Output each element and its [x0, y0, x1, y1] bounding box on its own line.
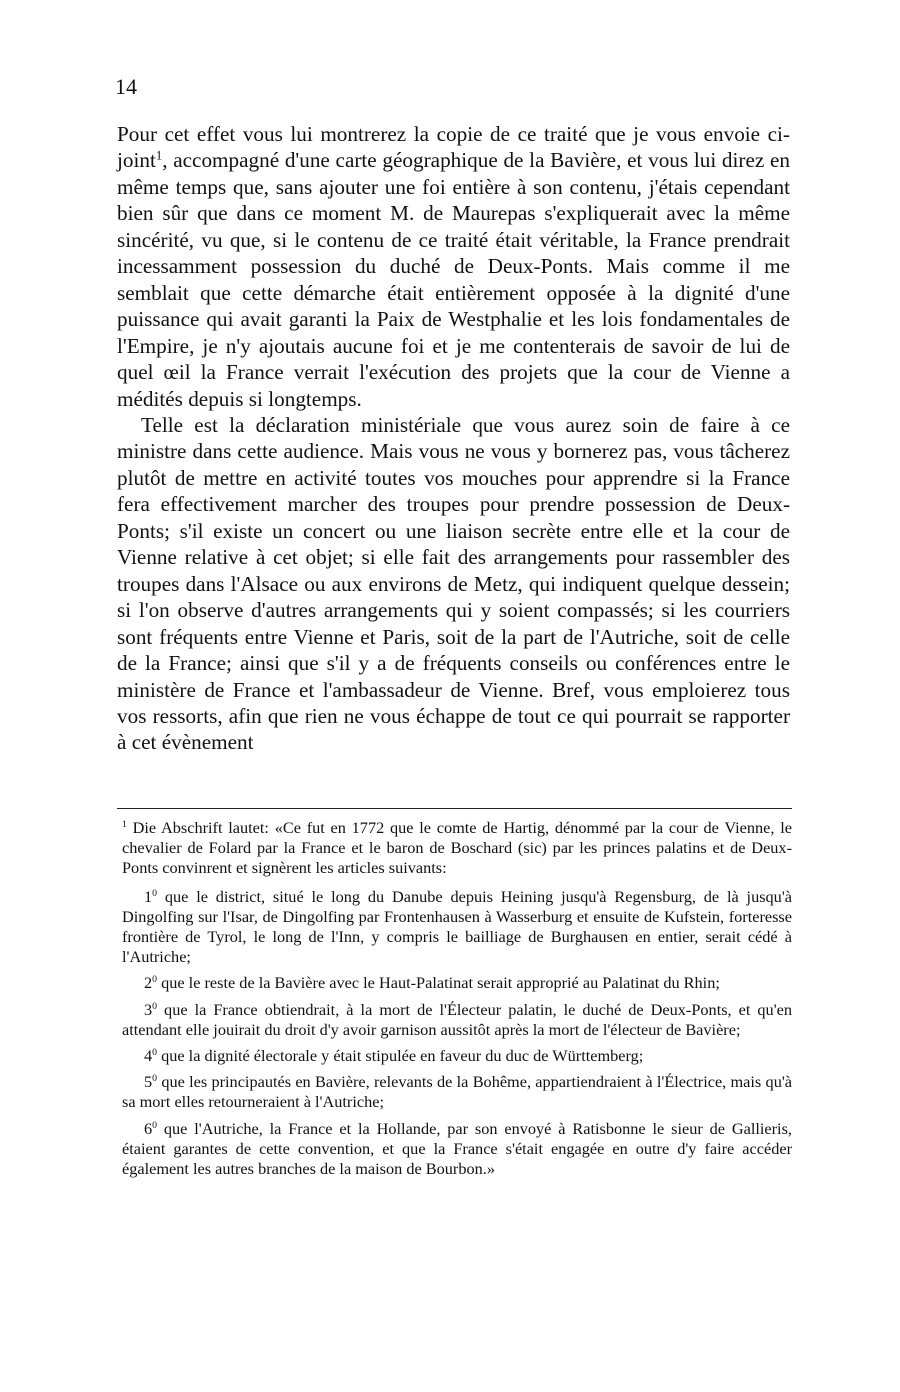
item-text: que les principautés en Bavière, relevants de la Bohême, appartiendraient à l'Électrice, mais qu'à sa mort elles retourneraient à l'Autriche; — [122, 1072, 792, 1112]
main-text — [117, 121, 790, 756]
item-number: 6 — [144, 1118, 153, 1138]
item-text: que le reste de la Bavière avec le Haut-Palatinat serait approprié au Palatinat du Rhin; — [157, 973, 720, 993]
item-degree: 0 — [152, 887, 158, 899]
item-number: 1 — [144, 886, 153, 906]
item-degree: 0 — [152, 974, 158, 986]
footnote-mark: 1 — [122, 819, 127, 831]
item-number: 3 — [144, 999, 153, 1019]
paragraph-1-part-b: , accompagné d'une carte géographique de la Bavière, et vous lui direz en même temps que, sans ajouter une foi entière à son contenu, j'étais cependant bien sûr que dans ce moment M. de Maurepas s'expliquerait avec la même sincérité, vu que, si le contenu de ce traité était véritable, la France prendrait incessamment possession du duché de Deux-Ponts. Mais comme il me semblait que cette démarche était entièrement opposée à la dignité d'une puissance qui avait garanti la Paix de Westphalie et les lois fondamentales de l'Empire, je n'y ajoutais aucune foi et je me contenterais de savoir de lui de quel œil la France verrait l'exécution des projets que la cour de Vienne a médités depuis si longtemps. — [117, 148, 790, 411]
footnote-intro: Die Abschrift lautet: «Ce fut en 1772 que le comte de Hartig, dénommé par la cour de Vienne, le chevalier de Folard par la France et le baron de Boschard (sic) par les princes palatins et de Deux-Ponts convinrent et signèrent les articles suivants: — [122, 818, 792, 878]
footnote-divider — [117, 808, 792, 809]
footnote-item-6 — [122, 1119, 792, 1180]
page-number: 14 — [115, 74, 137, 99]
item-text: que la dignité électorale y était stipulée en faveur du duc de Württemberg; — [157, 1046, 644, 1066]
paragraph-1-part-a: Pour cet effet vous lui montrerez la copie de ce traité que je vous envoie ci-joint — [117, 122, 790, 173]
footnotes — [122, 818, 792, 1185]
item-text: que le district, situé le long du Danube depuis Heining jusqu'à Regensburg, de là jusqu'à Dingolfing sur l'Isar, de Dingolfing par Frontenhausen à Wasserburg et ensuite de Kufstein, forteresse frontière de Tyrol, le long de l'Inn, y compris le bailliage de Burghausen en entier, serait cédé à l'Autriche; — [122, 886, 792, 967]
item-text: que l'Autriche, la France et la Hollande, par son envoyé à Ratisbonne le sieur de Gallieris, étaient garantes de cette convention, et que la France s'était engagée en outre d'y faire accéder également les autres branches de la maison de Bourbon.» — [122, 1118, 792, 1179]
footnote-item-4 — [122, 1046, 792, 1066]
paragraph-2: Telle est la déclaration ministériale que vous aurez soin de faire à ce ministre dans cette audience. Mais vous ne vous y bornerez pas, vous tâcherez plutôt de mettre en activité toutes vos mouches pour apprendre si la France fera effectivement marcher des troupes pour prendre possession de Deux-Ponts; s'il existe un concert ou une liaison secrète entre elle et la cour de Vienne relative à cet objet; si elle fait des arrangements pour rassembler des troupes dans l'Alsace ou aux environs de Metz, qui indiquent quelque dessein; si l'on observe d'autres arrangements qui y soient compassés; si les courriers sont fréquents entre Vienne et Paris, soit de la part de l'Autriche, soit de celle de la France; ainsi que s'il y a de fréquents conseils ou conférences entre le ministère de France et l'ambassadeur de Vienne. Bref, vous emploierez tous vos ressorts, afin que rien ne vous échappe de tout ce qui pourrait se rapporter à cet évènement — [117, 412, 790, 755]
item-number: 4 — [144, 1046, 153, 1066]
footnote-1 — [122, 818, 792, 879]
item-number: 5 — [144, 1072, 153, 1092]
footnote-item-3 — [122, 1000, 792, 1040]
footnote-item-5 — [122, 1072, 792, 1112]
item-degree: 0 — [152, 1119, 158, 1131]
item-degree: 0 — [152, 1073, 158, 1085]
paragraph-1 — [117, 121, 790, 412]
footnote-reference: 1 — [155, 148, 163, 163]
footnote-item-2 — [122, 973, 792, 993]
item-degree: 0 — [152, 1047, 158, 1059]
item-number: 2 — [144, 973, 153, 993]
item-text: que la France obtiendrait, à la mort de l'Électeur palatin, le duché de Deux-Ponts, et qu'en attendant elle jouirait du droit d'y avoir garnison aussitôt après la mort de l'électeur de Bavière; — [122, 999, 792, 1039]
footnote-item-1 — [122, 887, 792, 968]
item-degree: 0 — [152, 1000, 158, 1012]
